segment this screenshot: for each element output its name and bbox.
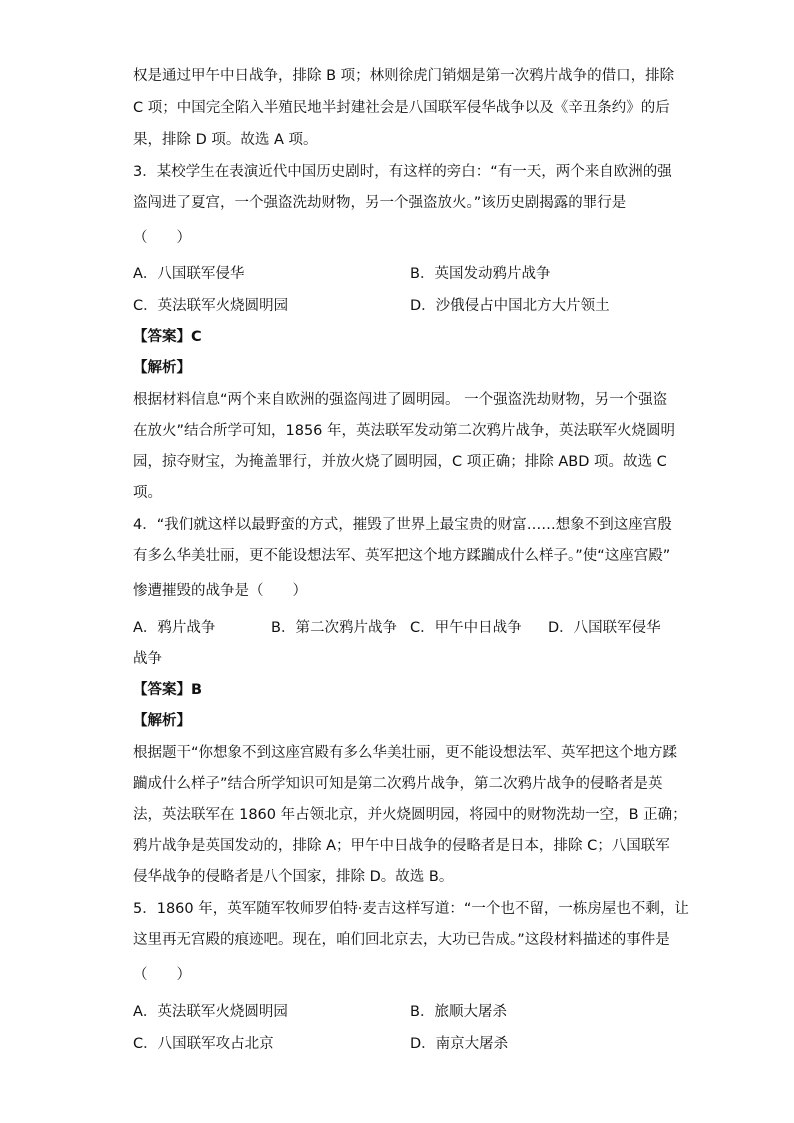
q3-analysis-line-2: 在放火”结合所学可知，1856 年，英法联军发动第二次鸦片战争，英法联军火烧圆明	[133, 423, 676, 439]
q4-analysis-line-2: 躏成什么样子”结合所学知识可知是第二次鸦片战争，第二次鸦片战争的侵略者是英	[133, 776, 663, 792]
q4-option-c: C．甲午中日战争	[410, 620, 522, 636]
q5-option-a: A．英法联军火烧圆明园	[133, 1004, 288, 1020]
q3-analysis-line-4: 项。	[133, 485, 162, 501]
q4-option-d: D．八国联军侵华	[548, 620, 661, 636]
q4-analysis-label: 【解析】	[133, 713, 191, 729]
intro-line-1: 权是通过甲午中日战争，排除 B 项；林则徐虎门销烟是第一次鸦片战争的借口，排除	[133, 68, 675, 84]
q3-option-b: B．英国发动鸦片战争	[410, 266, 551, 282]
q4-stem-line-1: 4．“我们就这样以最野蛮的方式，摧毁了世界上最宝贵的财富……想象不到这座宫殷	[133, 517, 672, 533]
intro-line-3: 果，排除 D 项。故选 A 项。	[133, 132, 318, 148]
q4-answer: 【答案】B	[133, 682, 203, 698]
q3-stem-line-3: （ ）	[133, 230, 191, 246]
q5-stem-line-1: 5．1860 年，英军随军牧师罗伯特·麦吉这样写道：“一个也不留，一栋房屋也不剩，让	[133, 901, 689, 917]
q5-option-b: B．旅顺大屠杀	[410, 1004, 507, 1020]
q5-stem-line-3: （ ）	[133, 967, 191, 983]
q4-analysis-line-4: 鸦片战争是英国发动的，排除 A；甲午中日战争的侵略者是日本，排除 C；八国联军	[133, 838, 670, 854]
q4-analysis-line-1: 根据题干“你想象不到这座宫殿有多么华美壮丽，更不能设想法军、英军把这个地方蹂	[133, 745, 678, 761]
q3-answer: 【答案】C	[133, 329, 202, 345]
q4-analysis-line-3: 法，英法联军在 1860 年占领北京，并火烧圆明园，将园中的财物洗劫一空，B 正确；	[133, 807, 687, 823]
q4-stem-line-2: 有多么华美壮丽，更不能设想法军、英军把这个地方蹂躏成什么样子。”使“这座宫殿”	[133, 548, 671, 564]
q3-option-d: D．沙俄侵占中国北方大片领土	[410, 298, 610, 314]
q3-stem-line-1: 3．某校学生在表演近代中国历史剧时，有这样的旁白：“有一天，两个来自欧洲的强	[133, 164, 672, 180]
q4-option-b: B．第二次鸦片战争	[271, 620, 397, 636]
q4-option-a: A．鸦片战争	[133, 620, 216, 636]
q3-analysis-line-3: 园，掠夺财宝，为掩盖罪行，并放火烧了圆明园，C 项正确；排除 ABD 项。故选 C	[133, 454, 667, 470]
q3-analysis-label: 【解析】	[133, 360, 191, 376]
q4-option-d-continued: 战争	[133, 651, 162, 667]
q5-stem-line-2: 这里再无宫殿的痕迹吧。现在，咱们回北京去，大功已告成。”这段材料描述的事件是	[133, 932, 670, 948]
q3-option-a: A．八国联军侵华	[133, 266, 245, 282]
q5-option-c: C．八国联军攻占北京	[133, 1036, 274, 1052]
q4-stem-line-3: 惨遭摧毁的战争是（ ）	[133, 583, 307, 599]
q5-option-d: D．南京大屠杀	[410, 1036, 509, 1052]
intro-line-2: C 项；中国完全陷入半殖民地半封建社会是八国联军侵华战争以及《辛丑条约》的后	[133, 100, 670, 116]
q4-analysis-line-5: 侵华战争的侵略者是八个国家，排除 D。故选 B。	[133, 869, 454, 885]
q3-stem-line-2: 盗闯进了夏宫，一个强盗洗劫财物，另一个强盗放火。”该历史剧揭露的罪行是	[133, 195, 627, 211]
q3-option-c: C．英法联军火烧圆明园	[133, 298, 289, 314]
q3-analysis-line-1: 根据材料信息“两个来自欧洲的强盗闯进了圆明园。 一个强盗洗劫财物，另一个强盗	[133, 392, 668, 408]
